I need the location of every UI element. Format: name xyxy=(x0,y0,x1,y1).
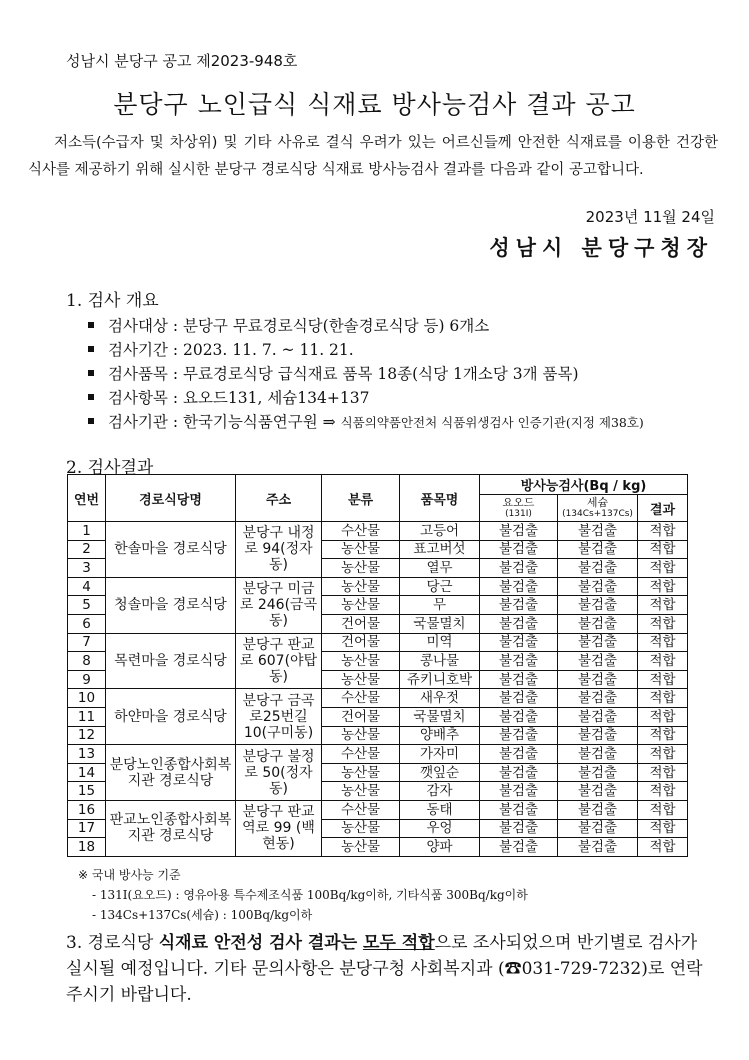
diner-address: 분당구 판교역로 99 (백현동) xyxy=(236,800,322,856)
section1-heading: 1. 검사 개요 xyxy=(66,291,159,311)
row-category: 농산물 xyxy=(322,652,400,671)
overview-item: 검사대상 : 분당구 무료경로식당(한솔경로식당 등) 6개소 xyxy=(88,314,489,336)
row-item: 쥬키니호박 xyxy=(400,670,480,689)
row-category: 건어물 xyxy=(322,614,400,633)
row-iodine: 불검출 xyxy=(480,577,558,596)
row-category: 농산물 xyxy=(322,670,400,689)
row-no: 2 xyxy=(68,540,106,559)
row-item: 가자미 xyxy=(400,745,480,764)
row-result: 적합 xyxy=(638,559,688,578)
row-result: 적합 xyxy=(638,633,688,652)
row-result: 적합 xyxy=(638,800,688,819)
row-iodine: 불검출 xyxy=(480,689,558,708)
bullet-icon xyxy=(88,418,94,424)
row-category: 농산물 xyxy=(322,596,400,615)
row-item: 열무 xyxy=(400,559,480,578)
row-cesium: 불검출 xyxy=(558,763,638,782)
col-item: 품목명 xyxy=(400,475,480,522)
row-iodine: 불검출 xyxy=(480,800,558,819)
row-result: 적합 xyxy=(638,540,688,559)
overview-item: 검사항목 : 요오드131, 세슘134+137 xyxy=(88,386,369,408)
row-result: 적합 xyxy=(638,763,688,782)
row-category: 건어물 xyxy=(322,633,400,652)
row-item: 감자 xyxy=(400,782,480,801)
row-category: 농산물 xyxy=(322,559,400,578)
row-category: 수산물 xyxy=(322,522,400,541)
diner-name: 목련마을 경로식당 xyxy=(106,633,236,689)
row-cesium: 불검출 xyxy=(558,614,638,633)
row-no: 11 xyxy=(68,707,106,726)
row-no: 5 xyxy=(68,596,106,615)
row-no: 3 xyxy=(68,559,106,578)
row-iodine: 불검출 xyxy=(480,596,558,615)
page-title: 분당구 노인급식 식재료 방사능검사 결과 공고 xyxy=(113,90,636,119)
row-cesium: 불검출 xyxy=(558,745,638,764)
row-iodine: 불검출 xyxy=(480,633,558,652)
row-no: 12 xyxy=(68,726,106,745)
row-item: 동태 xyxy=(400,800,480,819)
row-cesium: 불검출 xyxy=(558,800,638,819)
row-no: 14 xyxy=(68,763,106,782)
bullet-icon xyxy=(88,370,94,376)
row-item: 새우젓 xyxy=(400,689,480,708)
row-result: 적합 xyxy=(638,689,688,708)
results-table xyxy=(67,474,688,857)
col-diner: 경로식당명 xyxy=(106,475,236,522)
note-cesium: - 134Cs+137Cs(세슘) : 100Bq/kg이하 xyxy=(92,908,313,922)
diner-name: 판교노인종합사회복지관 경로식당 xyxy=(106,800,236,856)
row-category: 농산물 xyxy=(322,819,400,838)
row-category: 건어물 xyxy=(322,707,400,726)
row-item: 무 xyxy=(400,596,480,615)
row-cesium: 불검출 xyxy=(558,540,638,559)
table-row xyxy=(68,577,688,596)
agency-note: 식품의약품안전처 식품위생검사 인증기관(지정 제38호) xyxy=(340,415,644,430)
diner-address: 분당구 내정로 94(정자동) xyxy=(236,522,322,578)
row-no: 10 xyxy=(68,689,106,708)
table-row xyxy=(68,689,688,708)
row-no: 16 xyxy=(68,800,106,819)
row-item: 당근 xyxy=(400,577,480,596)
row-iodine: 불검출 xyxy=(480,838,558,857)
row-cesium: 불검출 xyxy=(558,707,638,726)
table-row xyxy=(68,745,688,764)
row-no: 7 xyxy=(68,633,106,652)
bullet-icon xyxy=(88,322,94,328)
row-no: 18 xyxy=(68,838,106,857)
table-row xyxy=(68,522,688,541)
row-category: 농산물 xyxy=(322,540,400,559)
row-no: 15 xyxy=(68,782,106,801)
row-cesium: 불검출 xyxy=(558,577,638,596)
row-category: 수산물 xyxy=(322,745,400,764)
table-row xyxy=(68,800,688,819)
row-item: 고등어 xyxy=(400,522,480,541)
row-category: 농산물 xyxy=(322,838,400,857)
overview-item: 검사기간 : 2023. 11. 7. ~ 11. 21. xyxy=(88,338,354,360)
row-iodine: 불검출 xyxy=(480,559,558,578)
row-no: 13 xyxy=(68,745,106,764)
row-result: 적합 xyxy=(638,782,688,801)
issuer: 성남시 분당구청장 xyxy=(489,236,713,260)
col-result: 결과 xyxy=(638,495,688,522)
col-address: 주소 xyxy=(236,475,322,522)
row-result: 적합 xyxy=(638,652,688,671)
row-category: 농산물 xyxy=(322,782,400,801)
bullet-icon xyxy=(88,394,94,400)
row-cesium: 불검출 xyxy=(558,819,638,838)
overview-item: 검사품목 : 무료경로식당 급식재료 품목 18종(식당 1개소당 3개 품목) xyxy=(88,362,579,384)
row-iodine: 불검출 xyxy=(480,614,558,633)
row-iodine: 불검출 xyxy=(480,819,558,838)
col-iodine: 요오드 (131I) xyxy=(480,495,558,522)
row-iodine: 불검출 xyxy=(480,522,558,541)
row-iodine: 불검출 xyxy=(480,707,558,726)
row-item: 국물멸치 xyxy=(400,707,480,726)
col-cesium: 세슘 (134Cs+137Cs) xyxy=(558,495,638,522)
row-result: 적합 xyxy=(638,819,688,838)
row-cesium: 불검출 xyxy=(558,522,638,541)
row-category: 농산물 xyxy=(322,763,400,782)
note-iodine: - 131I(요오드) : 영유아용 특수제조식품 100Bq/kg이하, 기타식품 300Bq/kg이하 xyxy=(92,888,528,902)
row-item: 양배추 xyxy=(400,726,480,745)
row-result: 적합 xyxy=(638,726,688,745)
row-no: 8 xyxy=(68,652,106,671)
notice-date: 2023년 11월 24일 xyxy=(585,208,715,226)
diner-address: 분당구 불정로 50(정자동) xyxy=(236,745,322,801)
diner-name: 분당노인종합사회복지관 경로식당 xyxy=(106,745,236,801)
row-item: 깻잎순 xyxy=(400,763,480,782)
row-cesium: 불검출 xyxy=(558,782,638,801)
row-iodine: 불검출 xyxy=(480,670,558,689)
row-no: 6 xyxy=(68,614,106,633)
section3-paragraph: 3. 경로식당 식재료 안전성 검사 결과는 모두 적합으로 조사되었으며 반기별로 검사가 실시될 예정입니다. 기타 문의사항은 분당구청 사회복지과 (☎031-729-7232)로 연락주시기 바랍니다. xyxy=(66,933,703,1005)
row-item: 미역 xyxy=(400,633,480,652)
row-result: 적합 xyxy=(638,577,688,596)
row-cesium: 불검출 xyxy=(558,726,638,745)
diner-name: 청솔마을 경로식당 xyxy=(106,577,236,633)
row-iodine: 불검출 xyxy=(480,745,558,764)
row-cesium: 불검출 xyxy=(558,559,638,578)
row-cesium: 불검출 xyxy=(558,689,638,708)
diner-name: 한솔마을 경로식당 xyxy=(106,522,236,578)
row-cesium: 불검출 xyxy=(558,670,638,689)
col-radio: 방사능검사(Bq / kg) xyxy=(480,475,688,495)
row-cesium: 불검출 xyxy=(558,838,638,857)
row-iodine: 불검출 xyxy=(480,652,558,671)
row-iodine: 불검출 xyxy=(480,726,558,745)
row-item: 우엉 xyxy=(400,819,480,838)
row-cesium: 불검출 xyxy=(558,633,638,652)
row-category: 농산물 xyxy=(322,577,400,596)
row-category: 수산물 xyxy=(322,689,400,708)
col-category: 분류 xyxy=(322,475,400,522)
row-item: 양파 xyxy=(400,838,480,857)
row-cesium: 불검출 xyxy=(558,652,638,671)
overview-item-agency: 검사기관 : 한국기능식품연구원 ⇒ 식품의약품안전처 식품위생검사 인증기관(지정 제38호) xyxy=(88,410,644,432)
row-no: 1 xyxy=(68,522,106,541)
row-result: 적합 xyxy=(638,838,688,857)
notice-number: 성남시 분당구 공고 제2023-948호 xyxy=(66,52,298,70)
row-no: 9 xyxy=(68,670,106,689)
row-item: 콩나물 xyxy=(400,652,480,671)
row-no: 4 xyxy=(68,577,106,596)
col-no: 연번 xyxy=(68,475,106,522)
row-category: 농산물 xyxy=(322,726,400,745)
bullet-icon xyxy=(88,346,94,352)
row-iodine: 불검출 xyxy=(480,763,558,782)
diner-address: 분당구 판교로 607(야탑동) xyxy=(236,633,322,689)
diner-name: 하얀마을 경로식당 xyxy=(106,689,236,745)
row-item: 국물멸치 xyxy=(400,614,480,633)
row-category: 수산물 xyxy=(322,800,400,819)
diner-address: 분당구 금곡로25번길 10(구미동) xyxy=(236,689,322,745)
row-result: 적합 xyxy=(638,522,688,541)
row-no: 17 xyxy=(68,819,106,838)
row-item: 표고버섯 xyxy=(400,540,480,559)
notes-heading: ※ 국내 방사능 기준 xyxy=(78,868,181,882)
section2-heading: 2. 검사결과 xyxy=(66,458,154,478)
intro-paragraph: 저소득(수급자 및 차상위) 및 기타 사유로 결식 우려가 있는 어르신들께 안전한 식재료를 이용한 건강한 식사를 제공하기 위해 실시한 분당구 경로식당 식재료 방사능검사 결과를 다음과 같이 공고합니다. xyxy=(28,135,718,178)
row-iodine: 불검출 xyxy=(480,540,558,559)
row-iodine: 불검출 xyxy=(480,782,558,801)
row-result: 적합 xyxy=(638,707,688,726)
row-cesium: 불검출 xyxy=(558,596,638,615)
row-result: 적합 xyxy=(638,745,688,764)
diner-address: 분당구 미금로 246(금곡동) xyxy=(236,577,322,633)
table-row xyxy=(68,633,688,652)
row-result: 적합 xyxy=(638,596,688,615)
row-result: 적합 xyxy=(638,670,688,689)
row-result: 적합 xyxy=(638,614,688,633)
